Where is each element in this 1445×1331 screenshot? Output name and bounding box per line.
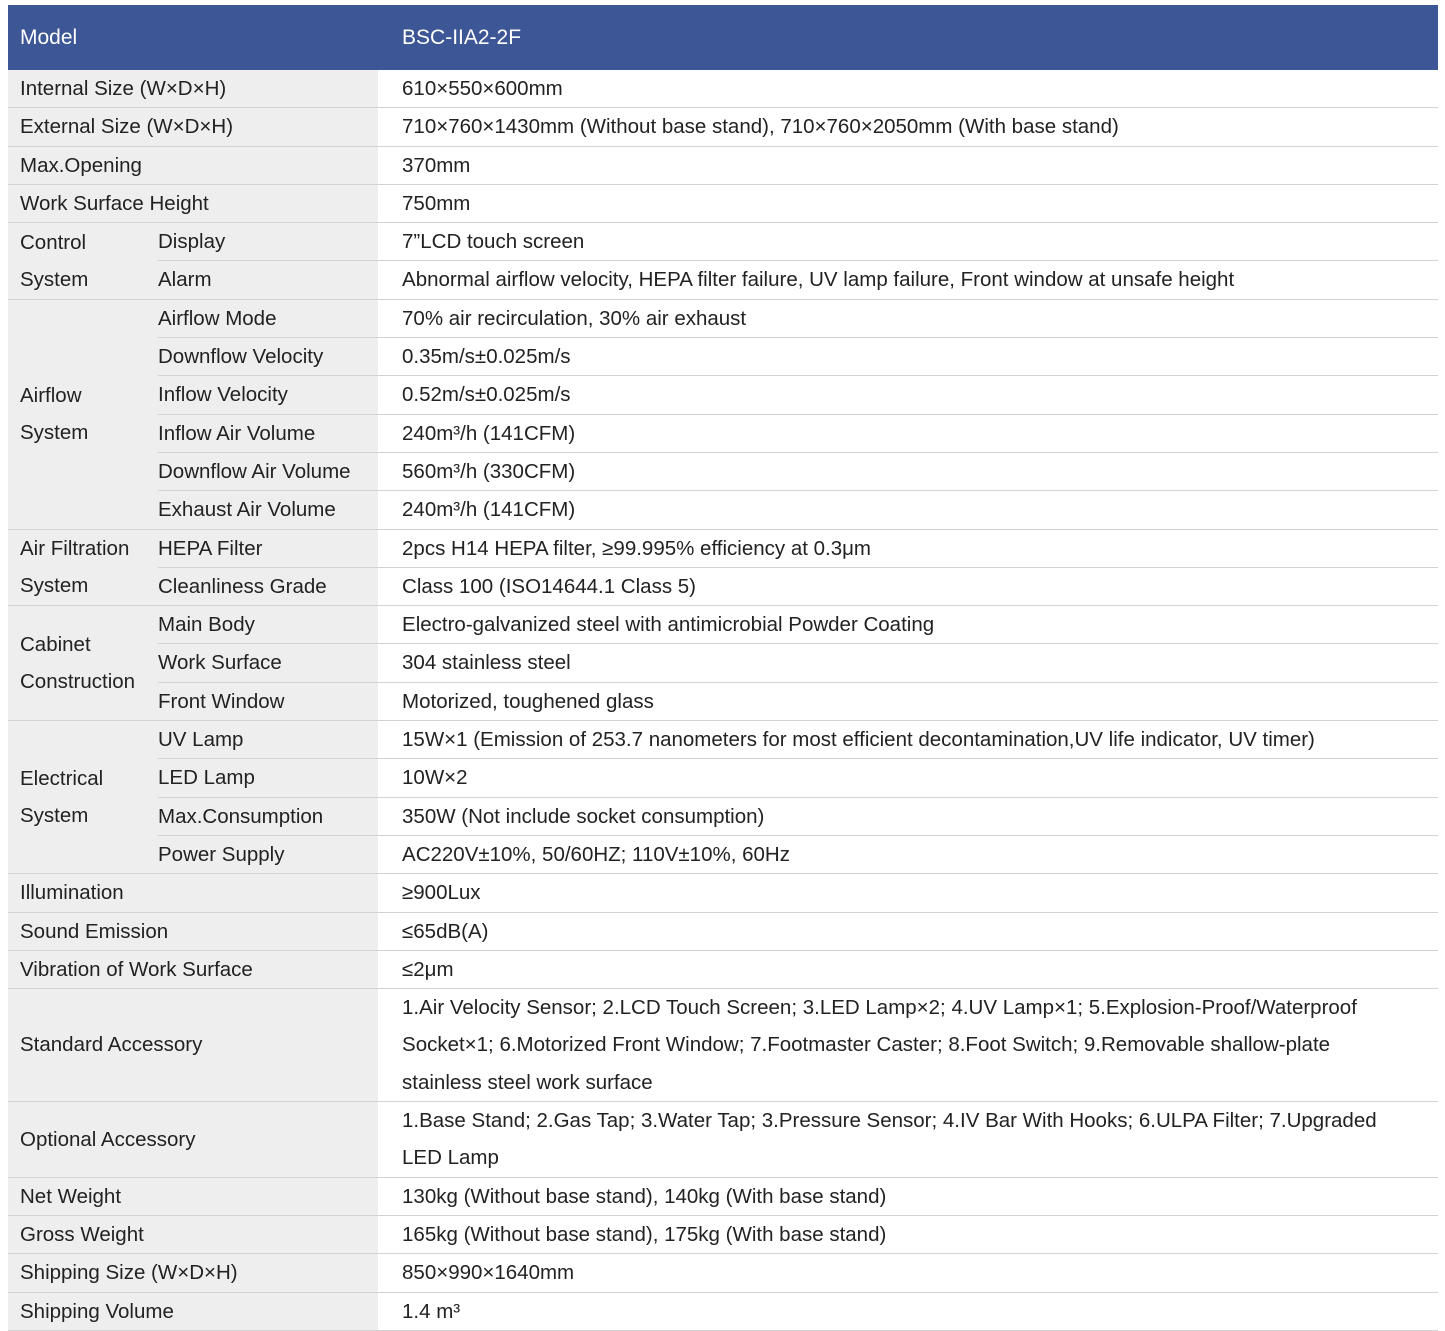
table-row [8, 1215, 1438, 1253]
row-label: Illumination [8, 874, 378, 912]
group-label-air-filtration [8, 529, 158, 606]
table-row [8, 414, 1438, 452]
table-row [8, 1177, 1438, 1215]
table-row [8, 261, 1438, 299]
row-value: ≤65dB(A) [378, 912, 1438, 950]
group-label-line: Cabinet [20, 632, 91, 656]
table-row [8, 759, 1438, 797]
table-row [8, 452, 1438, 490]
row-label: Net Weight [8, 1177, 378, 1215]
row-value: ≥900Lux [378, 874, 1438, 912]
sub-label: Airflow Mode [158, 299, 378, 337]
sub-label: Cleanliness Grade [158, 567, 378, 605]
row-value: 130kg (Without base stand), 140kg (With base stand) [378, 1177, 1438, 1215]
value-line: Socket×1; 6.Motorized Front Window; 7.Footmaster Caster; 8.Foot Switch; 9.Removable shallow-plate [402, 1033, 1331, 1057]
table-row [8, 299, 1438, 337]
sub-label: Downflow Air Volume [158, 452, 378, 490]
group-label-cabinet-construction [8, 606, 158, 721]
group-label-control-system [8, 223, 158, 300]
row-value: Abnormal airflow velocity, HEPA filter failure, UV lamp failure, Front window at unsafe height [378, 261, 1438, 299]
row-value: 370mm [378, 146, 1438, 184]
row-value-multiline [378, 989, 1438, 1102]
row-value: 850×990×1640mm [378, 1254, 1438, 1292]
table-row [8, 70, 1438, 108]
group-label-line: Electrical [20, 766, 104, 790]
group-label-electrical-system [8, 721, 158, 874]
row-value: 2pcs H14 HEPA filter, ≥99.995% efficiency at 0.3μm [378, 529, 1438, 567]
table-row [8, 874, 1438, 912]
row-label: Sound Emission [8, 912, 378, 950]
value-line: LED Lamp [402, 1146, 499, 1170]
row-value: 240m³/h (141CFM) [378, 414, 1438, 452]
table-row [8, 529, 1438, 567]
row-value: Motorized, toughened glass [378, 682, 1438, 720]
value-line: 1.Air Velocity Sensor; 2.LCD Touch Screen; 3.LED Lamp×2; 4.UV Lamp×1; 5.Explosion-Proof/Waterproof [402, 996, 1357, 1020]
row-label: External Size (W×D×H) [8, 108, 378, 146]
table-row [8, 108, 1438, 146]
sub-label: Inflow Air Volume [158, 414, 378, 452]
table-row [8, 644, 1438, 682]
row-label: Shipping Volume [8, 1292, 378, 1330]
sub-label: Display [158, 223, 378, 261]
group-label-line: Airflow [20, 383, 82, 407]
row-value: ≤2μm [378, 950, 1438, 988]
value-line: stainless steel work surface [402, 1070, 653, 1094]
group-label-airflow-system [8, 299, 158, 529]
row-value: 0.35m/s±0.025m/s [378, 338, 1438, 376]
table-row [8, 682, 1438, 720]
table-row [8, 835, 1438, 873]
row-value: 710×760×1430mm (Without base stand), 710×760×2050mm (With base stand) [378, 108, 1438, 146]
sub-label: Front Window [158, 682, 378, 720]
row-value: 165kg (Without base stand), 175kg (With base stand) [378, 1215, 1438, 1253]
row-value: 560m³/h (330CFM) [378, 452, 1438, 490]
row-label: Standard Accessory [8, 989, 378, 1102]
row-value: 7”LCD touch screen [378, 223, 1438, 261]
sub-label: HEPA Filter [158, 529, 378, 567]
header-model-value: BSC-IIA2-2F [378, 5, 1438, 70]
group-label-line: Control [20, 230, 87, 254]
sub-label: Exhaust Air Volume [158, 491, 378, 529]
row-value: 15W×1 (Emission of 253.7 nanometers for most efficient decontamination,UV life indicator, UV timer) [378, 721, 1438, 759]
table-row [8, 1254, 1438, 1292]
table-row [8, 567, 1438, 605]
sub-label: Alarm [158, 261, 378, 299]
sub-label: Work Surface [158, 644, 378, 682]
row-value: 240m³/h (141CFM) [378, 491, 1438, 529]
table-row [8, 338, 1438, 376]
table-row [8, 797, 1438, 835]
row-value: 70% air recirculation, 30% air exhaust [378, 299, 1438, 337]
row-label: Optional Accessory [8, 1102, 378, 1178]
table-row [8, 1292, 1438, 1330]
table-row [8, 950, 1438, 988]
sub-label: Max.Consumption [158, 797, 378, 835]
sub-label: LED Lamp [158, 759, 378, 797]
group-label-line: Construction [20, 670, 136, 694]
group-label-line: System [20, 574, 89, 598]
table-row [8, 146, 1438, 184]
table-row [8, 912, 1438, 950]
spec-table [8, 5, 1438, 1331]
row-value: 304 stainless steel [378, 644, 1438, 682]
row-label: Work Surface Height [8, 184, 378, 222]
row-value-multiline [378, 1102, 1438, 1178]
group-label-line: Air Filtration [20, 537, 130, 561]
row-label: Shipping Size (W×D×H) [8, 1254, 378, 1292]
sub-label: Power Supply [158, 835, 378, 873]
group-label-line: System [20, 421, 89, 445]
value-line: 1.Base Stand; 2.Gas Tap; 3.Water Tap; 3.Pressure Sensor; 4.IV Bar With Hooks; 6.ULPA Filter; 7.Upgraded [402, 1109, 1377, 1133]
row-value: 10W×2 [378, 759, 1438, 797]
table-row [8, 1102, 1438, 1178]
row-value: 750mm [378, 184, 1438, 222]
table-row [8, 376, 1438, 414]
row-label: Max.Opening [8, 146, 378, 184]
row-value: 0.52m/s±0.025m/s [378, 376, 1438, 414]
row-value: 350W (Not include socket consumption) [378, 797, 1438, 835]
header-label: Model [8, 5, 378, 70]
sub-label: Main Body [158, 606, 378, 644]
sub-label: UV Lamp [158, 721, 378, 759]
table-row [8, 223, 1438, 261]
row-value: Class 100 (ISO14644.1 Class 5) [378, 567, 1438, 605]
table-header [8, 5, 1438, 70]
group-label-line: System [20, 267, 89, 291]
sub-label: Downflow Velocity [158, 338, 378, 376]
sub-label: Inflow Velocity [158, 376, 378, 414]
row-value: 610×550×600mm [378, 70, 1438, 108]
row-label: Internal Size (W×D×H) [8, 70, 378, 108]
row-label: Gross Weight [8, 1215, 378, 1253]
table-row [8, 721, 1438, 759]
table-row [8, 491, 1438, 529]
row-value: Electro-galvanized steel with antimicrobial Powder Coating [378, 606, 1438, 644]
row-label: Vibration of Work Surface [8, 950, 378, 988]
table-row [8, 989, 1438, 1102]
row-value: AC220V±10%, 50/60HZ; 110V±10%, 60Hz [378, 835, 1438, 873]
table-row [8, 184, 1438, 222]
table-row [8, 606, 1438, 644]
group-label-line: System [20, 804, 89, 828]
row-value: 1.4 m³ [378, 1292, 1438, 1330]
